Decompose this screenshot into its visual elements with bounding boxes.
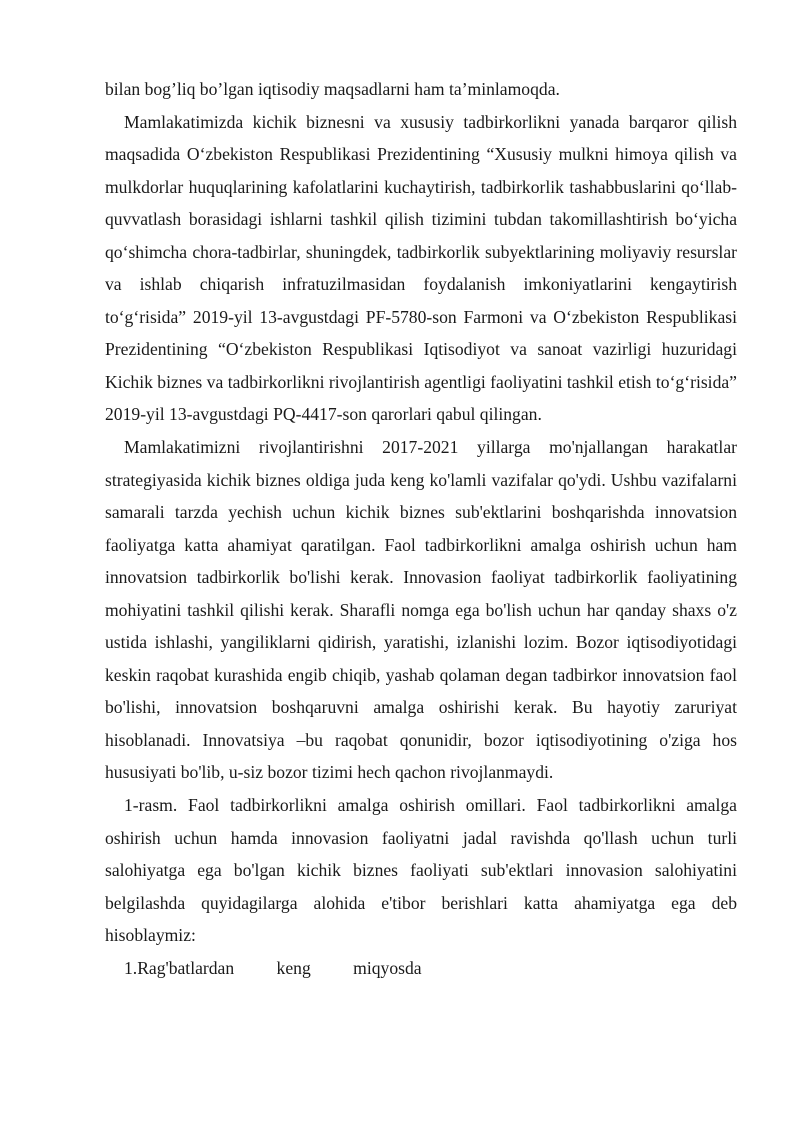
document-body — [105, 73, 737, 984]
paragraph-figure-caption: 1-rasm. Faol tadbirkorlikni amalga oshirish omillari. Faol tadbirkorlikni amalga oshirish uchun hamda innovasion faoliyatni jadal ravishda qo'llash uchun turli salohiyatga ega bo'lgan kichik biznes faoliyati sub'ektlari innovasion salohiyatini belgilashda quyidagilarga alohida e'tibor berishlari katta ahamiyatga ega deb hisoblaymiz: — [105, 795, 737, 946]
paragraph-strategy: Mamlakatimizni rivojlantirishni 2017-2021 yillarga mo'njallangan harakatlar strategiyasida kichik biznes oldiga juda keng ko'lamli vazifalar qo'ydi. Ushbu vazifalarni samarali tarzda yechish uchun kichik biznes sub'ektlarini boshqarishda innovatsion faoliyatga katta ahamiyat qaratilgan. Faol tadbirkorlikni amalga oshirish uchun ham innovatsion tadbirkorlik bo'lishi kerak. Innovasion faoliyat tadbirkorlik faoliyatining mohiyatini tashkil qilishi kerak. Sharafli nomga ega bo'lish uchun har qanday shaxs o'z ustida ishlashi, yangiliklarni qidirish, yaratishi, izlanishi lozim. Bozor iqtisodiyotidagi keskin raqobat kurashida engib chiqib, yashab qolaman degan tadbirkor innovatsion faol bo'lishi, innovatsion boshqaruvni amalga oshirishi kerak. Bu hayotiy zaruriyat hisoblanadi. Innovatsiya –bu raqobat qonunidir, bozor iqtisodiyotining o'ziga hos hususiyati bo'lib, u-siz bozor tizimi hech qachon rivojlanmaydi. — [105, 437, 737, 783]
paragraph-legislation: Mamlakatimizda kichik biznesni va xususiy tadbirkorlikni yanada barqaror qilish maqsadida O‘zbekiston Respublikasi Prezidentining “Xususiy mulkni himoya qilish va mulkdorlar huquqlarining kafolatlarini kuchaytirish, tadbirkorlik tashabbuslarini qo‘llab- quvvatlash borasidagi ishlarni tashkil qilish tizimini tubdan takomillashtirish bo‘yicha qo‘shimcha chora-tadbirlar, shuningdek, tadbirkorlik subyektlarining moliyaviy resurslar va ishlab chiqarish infratuzilmasidan foydalanish imkoniyatlarini kengaytirish to‘g‘risida” 2019-yil 13-avgustdagi PF-5780-son Farmoni va O‘zbekiston Respublikasi Prezidentining “O‘zbekiston Respublikasi Iqtisodiyot va sanoat vazirligi huzuridagi Kichik biznes va tadbirkorlikni rivojlantirish agentligi faoliyatini tashkil etish to‘g‘risida” 2019-yil 13-avgustdagi PQ-4417-son qarorlari qabul qilingan. — [105, 111, 737, 425]
paragraph-continuation: bilan bog’liq bo’lgan iqtisodiy maqsadlarni ham ta’minlamoqda. — [105, 79, 560, 99]
list-item-1: 1.Rag'batlardan keng miqyosda — [124, 957, 422, 978]
